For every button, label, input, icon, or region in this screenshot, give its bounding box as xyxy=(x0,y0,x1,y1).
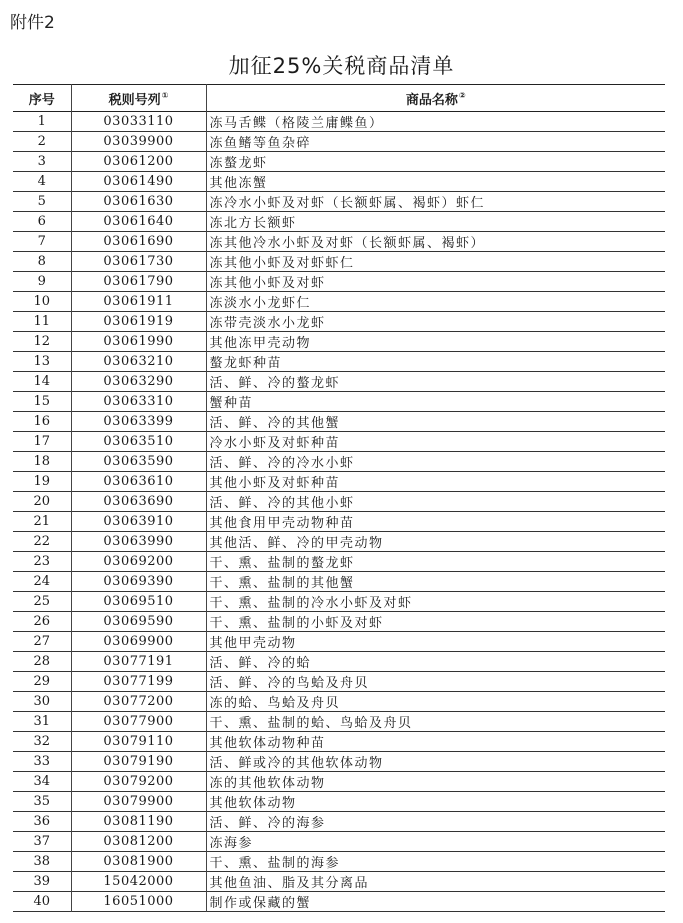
table-row xyxy=(13,172,665,192)
table-row xyxy=(13,812,665,832)
seq-cell: 34 xyxy=(33,774,51,789)
seq-cell: 36 xyxy=(33,814,51,829)
table-row xyxy=(13,692,665,712)
product-name-cell: 蟹种苗 xyxy=(206,392,665,412)
tariff-code-cell: 03077900 xyxy=(71,712,206,732)
table-row xyxy=(13,532,665,552)
product-name-cell: 冻的蛤、鸟蛤及舟贝 xyxy=(206,692,665,712)
tariff-code-cell: 03063290 xyxy=(71,372,206,392)
product-name-cell: 冻螯龙虾 xyxy=(206,152,665,172)
tariff-code-cell: 16051000 xyxy=(71,892,206,912)
seq-cell: 31 xyxy=(33,714,51,729)
table-row xyxy=(13,552,665,572)
product-name-cell: 其他小虾及对虾种苗 xyxy=(206,472,665,492)
tariff-code-cell: 03061911 xyxy=(71,292,206,312)
seq-cell: 11 xyxy=(33,314,51,329)
tariff-code-cell: 15042000 xyxy=(71,872,206,892)
product-name-cell: 冻马舌鲽（格陵兰庸鲽鱼） xyxy=(206,112,665,132)
table-row xyxy=(13,652,665,672)
tariff-code-cell: 03063610 xyxy=(71,472,206,492)
seq-cell: 18 xyxy=(33,454,51,469)
tariff-code-cell: 03033110 xyxy=(71,112,206,132)
product-name-cell: 干、熏、盐制的小虾及对虾 xyxy=(206,612,665,632)
product-name-cell: 冻的其他软体动物 xyxy=(206,772,665,792)
table-row xyxy=(13,192,665,212)
seq-cell: 7 xyxy=(37,234,46,249)
tariff-code-cell: 03063590 xyxy=(71,452,206,472)
table-row xyxy=(13,152,665,172)
tariff-code-cell: 03077191 xyxy=(71,652,206,672)
tariff-code-cell: 03061690 xyxy=(71,232,206,252)
page-title: 加征25%关税商品清单 xyxy=(228,54,455,78)
seq-cell: 25 xyxy=(33,594,51,609)
tariff-code-cell: 03039900 xyxy=(71,132,206,152)
tariff-code-cell: 03063690 xyxy=(71,492,206,512)
product-name-cell: 其他甲壳动物 xyxy=(206,632,665,652)
table-row xyxy=(13,752,665,772)
table-row xyxy=(13,712,665,732)
seq-cell: 26 xyxy=(33,614,51,629)
tariff-code-cell: 03069900 xyxy=(71,632,206,652)
table-row xyxy=(13,312,665,332)
seq-cell: 14 xyxy=(33,374,51,389)
seq-cell: 27 xyxy=(33,634,51,649)
table-row xyxy=(13,852,665,872)
product-name-cell: 冻带壳淡水小龙虾 xyxy=(206,312,665,332)
product-name-cell: 活、鲜、冷的鸟蛤及舟贝 xyxy=(206,672,665,692)
tariff-code-cell: 03063210 xyxy=(71,352,206,372)
product-name-cell: 其他食用甲壳动物种苗 xyxy=(206,512,665,532)
product-name-cell: 干、熏、盐制的冷水小虾及对虾 xyxy=(206,592,665,612)
header-code: 税则号列① xyxy=(71,85,206,112)
product-name-cell: 其他软体动物种苗 xyxy=(206,732,665,752)
tariff-code-cell: 03069390 xyxy=(71,572,206,592)
seq-cell: 9 xyxy=(37,274,46,289)
table-row xyxy=(13,392,665,412)
table-row xyxy=(13,212,665,232)
product-name-cell: 其他活、鲜、冷的甲壳动物 xyxy=(206,532,665,552)
tariff-table xyxy=(13,84,665,912)
table-row xyxy=(13,492,665,512)
table-row xyxy=(13,132,665,152)
tariff-code-cell: 03061490 xyxy=(71,172,206,192)
product-name-cell: 冻淡水小龙虾仁 xyxy=(206,292,665,312)
table-row xyxy=(13,332,665,352)
tariff-code-cell: 03063510 xyxy=(71,432,206,452)
tariff-code-cell: 03079200 xyxy=(71,772,206,792)
header-row xyxy=(13,85,665,112)
table-row xyxy=(13,892,665,912)
tariff-code-cell: 03063910 xyxy=(71,512,206,532)
table-row xyxy=(13,452,665,472)
tariff-code-cell: 03077199 xyxy=(71,672,206,692)
seq-cell: 24 xyxy=(33,574,51,589)
tariff-code-cell: 03061730 xyxy=(71,252,206,272)
table-row xyxy=(13,832,665,852)
table-header xyxy=(13,85,665,112)
product-name-cell: 活、鲜、冷的其他蟹 xyxy=(206,412,665,432)
tariff-code-cell: 03069510 xyxy=(71,592,206,612)
product-name-cell: 活、鲜、冷的冷水小虾 xyxy=(206,452,665,472)
table-row xyxy=(13,432,665,452)
table-body xyxy=(13,112,665,912)
product-name-cell: 冻其他冷水小虾及对虾（长额虾属、褐虾） xyxy=(206,232,665,252)
seq-cell: 8 xyxy=(37,254,46,269)
table-row xyxy=(13,292,665,312)
product-name-cell: 干、熏、盐制的其他蟹 xyxy=(206,572,665,592)
product-name-cell: 冻其他小虾及对虾 xyxy=(206,272,665,292)
seq-cell: 23 xyxy=(33,554,51,569)
table-row xyxy=(13,592,665,612)
product-name-cell: 其他软体动物 xyxy=(206,792,665,812)
tariff-code-cell: 03079110 xyxy=(71,732,206,752)
seq-cell: 30 xyxy=(33,694,51,709)
seq-cell: 21 xyxy=(33,514,51,529)
seq-cell: 38 xyxy=(33,854,51,869)
tariff-code-cell: 03063399 xyxy=(71,412,206,432)
code-footnote-marker: ① xyxy=(161,91,169,101)
product-name-cell: 冻海参 xyxy=(206,832,665,852)
product-name-cell: 其他冻甲壳动物 xyxy=(206,332,665,352)
product-name-cell: 活、鲜、冷的螯龙虾 xyxy=(206,372,665,392)
seq-cell: 28 xyxy=(33,654,51,669)
seq-cell: 22 xyxy=(33,534,51,549)
product-name-cell: 制作或保藏的蟹 xyxy=(206,892,665,912)
product-name-cell: 活、鲜、冷的蛤 xyxy=(206,652,665,672)
table-row xyxy=(13,352,665,372)
seq-cell: 16 xyxy=(33,414,51,429)
tariff-code-cell: 03061990 xyxy=(71,332,206,352)
seq-cell: 10 xyxy=(33,294,51,309)
seq-cell: 19 xyxy=(33,474,51,489)
seq-cell: 5 xyxy=(37,194,46,209)
product-name-cell: 干、熏、盐制的海参 xyxy=(206,852,665,872)
tariff-code-cell: 03061790 xyxy=(71,272,206,292)
table-row xyxy=(13,792,665,812)
seq-cell: 40 xyxy=(33,894,51,909)
product-name-cell: 干、熏、盐制的螯龙虾 xyxy=(206,552,665,572)
seq-cell: 4 xyxy=(37,174,46,189)
table-row xyxy=(13,672,665,692)
tariff-code-cell: 03063990 xyxy=(71,532,206,552)
tariff-code-cell: 03061919 xyxy=(71,312,206,332)
product-name-cell: 活、鲜、冷的其他小虾 xyxy=(206,492,665,512)
tariff-code-cell: 03061200 xyxy=(71,152,206,172)
tariff-code-cell: 03077200 xyxy=(71,692,206,712)
header-name: 商品名称② xyxy=(206,85,665,112)
seq-cell: 35 xyxy=(33,794,51,809)
table-row xyxy=(13,632,665,652)
header-seq: 序号 xyxy=(28,92,55,108)
table-row xyxy=(13,512,665,532)
table-row xyxy=(13,732,665,752)
seq-cell: 32 xyxy=(33,734,51,749)
table-row xyxy=(13,572,665,592)
table-row xyxy=(13,112,665,132)
product-name-cell: 活、鲜或冷的其他软体动物 xyxy=(206,752,665,772)
product-name-cell: 冻鱼鳍等鱼杂碎 xyxy=(206,132,665,152)
tariff-code-cell: 03081190 xyxy=(71,812,206,832)
seq-cell: 6 xyxy=(37,214,46,229)
seq-cell: 3 xyxy=(37,154,46,169)
table-row xyxy=(13,612,665,632)
table-row xyxy=(13,412,665,432)
product-name-cell: 干、熏、盐制的蛤、鸟蛤及舟贝 xyxy=(206,712,665,732)
tariff-code-cell: 03081200 xyxy=(71,832,206,852)
seq-cell: 20 xyxy=(33,494,51,509)
tariff-code-cell: 03081900 xyxy=(71,852,206,872)
product-name-cell: 其他鱼油、脂及其分离品 xyxy=(206,872,665,892)
product-name-cell: 螯龙虾种苗 xyxy=(206,352,665,372)
tariff-code-cell: 03079900 xyxy=(71,792,206,812)
seq-cell: 37 xyxy=(33,834,51,849)
seq-cell: 17 xyxy=(33,434,51,449)
tariff-code-cell: 03061640 xyxy=(71,212,206,232)
table-row xyxy=(13,272,665,292)
tariff-code-cell: 03063310 xyxy=(71,392,206,412)
tariff-code-cell: 03079190 xyxy=(71,752,206,772)
tariff-code-cell: 03069590 xyxy=(71,612,206,632)
seq-cell: 2 xyxy=(37,134,46,149)
seq-cell: 15 xyxy=(33,394,51,409)
tariff-code-cell: 03069200 xyxy=(71,552,206,572)
table-row xyxy=(13,472,665,492)
attachment-label: 附件2 xyxy=(10,13,55,33)
product-name-cell: 冷水小虾及对虾种苗 xyxy=(206,432,665,452)
table-row xyxy=(13,872,665,892)
table-row xyxy=(13,252,665,272)
seq-cell: 29 xyxy=(33,674,51,689)
product-name-cell: 活、鲜、冷的海参 xyxy=(206,812,665,832)
seq-cell: 12 xyxy=(33,334,51,349)
tariff-code-cell: 03061630 xyxy=(71,192,206,212)
seq-cell: 39 xyxy=(33,874,51,889)
name-footnote-marker: ② xyxy=(458,91,466,101)
product-name-cell: 冻北方长额虾 xyxy=(206,212,665,232)
seq-cell: 1 xyxy=(37,114,46,129)
table-row xyxy=(13,372,665,392)
seq-cell: 33 xyxy=(33,754,51,769)
product-name-cell: 其他冻蟹 xyxy=(206,172,665,192)
product-name-cell: 冻其他小虾及对虾虾仁 xyxy=(206,252,665,272)
seq-cell: 13 xyxy=(33,354,51,369)
product-name-cell: 冻冷水小虾及对虾（长额虾属、褐虾）虾仁 xyxy=(206,192,665,212)
table-row xyxy=(13,232,665,252)
table-row xyxy=(13,772,665,792)
